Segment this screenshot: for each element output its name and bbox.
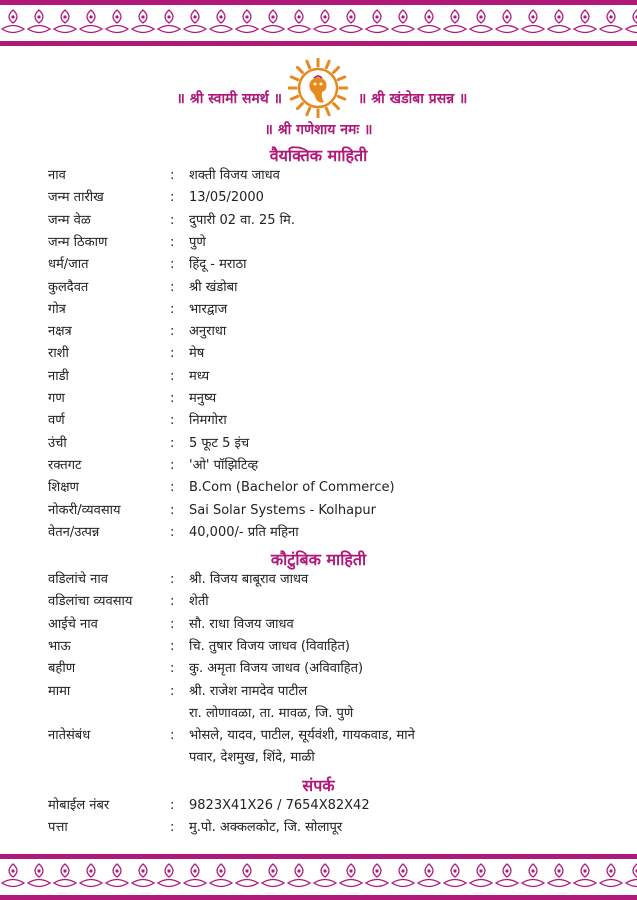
border-dot — [11, 15, 14, 18]
detail-row — [48, 591, 608, 613]
detail-value: शक्ती विजय जाधव — [189, 168, 280, 183]
border-motif — [522, 864, 544, 887]
border-dot — [63, 869, 66, 872]
border-motif — [314, 10, 336, 33]
border-motif — [184, 10, 206, 33]
border-motif — [340, 864, 362, 887]
detail-value: दुपारी 02 वा. 25 मि. — [189, 212, 295, 228]
border-motif — [470, 10, 492, 33]
detail-colon: : — [170, 820, 175, 836]
sun-ray — [326, 61, 329, 67]
border-dot — [297, 15, 300, 18]
border-motif — [80, 10, 102, 33]
sun-ray — [297, 67, 302, 72]
border-dot — [479, 869, 482, 872]
invocation-header — [0, 56, 637, 116]
detail-value: Sai Solar Systems - Kolhapur — [189, 502, 376, 518]
border-dot — [37, 869, 40, 872]
detail-value: मध्य — [189, 368, 210, 384]
detail-row — [48, 747, 608, 769]
detail-colon: : — [170, 391, 175, 406]
detail-label: जन्म तारीख — [48, 190, 104, 206]
detail-colon: : — [170, 661, 175, 677]
detail-colon: : — [170, 524, 175, 540]
sun-ray — [307, 61, 310, 67]
border-motif — [600, 864, 622, 887]
detail-row — [48, 614, 608, 636]
detail-colon: : — [170, 168, 175, 183]
detail-label: भाऊ — [48, 638, 71, 654]
detail-colon: : — [170, 301, 175, 317]
border-motif — [548, 10, 570, 33]
detail-label: वडिलांचा व्यवसाय — [48, 594, 133, 610]
detail-colon: : — [170, 413, 175, 429]
bottom-border-pattern — [0, 854, 637, 900]
border-motif — [522, 10, 544, 33]
detail-colon: : — [170, 212, 175, 228]
border-motif — [288, 10, 310, 33]
border-dot — [323, 15, 326, 18]
detail-label: नोकरी/व्यवसाय — [48, 502, 121, 518]
border-dot — [63, 15, 66, 18]
border-dot — [453, 869, 456, 872]
detail-label: वडिलांचे नाव — [48, 572, 108, 587]
detail-row — [48, 817, 608, 839]
border-dot — [193, 869, 196, 872]
border-motif — [470, 864, 492, 887]
detail-colon: : — [170, 190, 175, 206]
border-motif — [28, 10, 50, 33]
border-motif — [496, 864, 518, 887]
border-dot — [37, 15, 40, 18]
border-motif — [314, 864, 336, 887]
detail-row — [48, 388, 608, 410]
border-dot — [505, 15, 508, 18]
border-dot — [427, 15, 430, 18]
top-border-pattern — [0, 0, 637, 46]
detail-value: भोसले, यादव, पाटील, सूर्यवंशी, गायकवाड, माने — [189, 728, 415, 744]
detail-row — [48, 299, 608, 321]
ganeshaya-line: ॥ श्री गणेशाय नमः ॥ — [264, 122, 373, 138]
border-dot — [375, 869, 378, 872]
detail-value: शेती — [189, 594, 209, 610]
border-dot — [349, 869, 352, 872]
border-dot — [271, 15, 274, 18]
sun-ray — [307, 108, 310, 114]
detail-label: गण — [48, 391, 65, 406]
invocation-right: ॥ श्री खंडोबा प्रसन्न ॥ — [358, 91, 468, 107]
detail-value: श्री. राजेश नामदेव पाटील — [189, 683, 308, 699]
border-motif — [54, 10, 76, 33]
detail-label: नातेसंबंध — [48, 728, 91, 744]
ganesh-icon — [288, 58, 348, 118]
border-dot — [557, 15, 560, 18]
border-dot — [323, 869, 326, 872]
detail-value: अनुराधा — [189, 324, 227, 340]
detail-label: मोबाईल नंबर — [48, 798, 110, 813]
border-motif — [184, 864, 206, 887]
border-motif — [132, 10, 154, 33]
detail-colon: : — [170, 368, 175, 384]
border-motif — [366, 864, 388, 887]
detail-label: वेतन/उत्पन्न — [48, 524, 100, 540]
detail-value: 40,000/- प्रति महिना — [189, 524, 299, 540]
border-dot — [193, 15, 196, 18]
detail-row — [48, 366, 608, 388]
border-dot — [375, 15, 378, 18]
border-motif — [340, 10, 362, 33]
border-dot — [115, 15, 118, 18]
detail-value: पुणे — [189, 234, 206, 250]
border-motif — [418, 864, 440, 887]
border-motif — [236, 864, 258, 887]
border-motif — [262, 864, 284, 887]
detail-colon: : — [170, 502, 175, 518]
border-dot — [245, 15, 248, 18]
border-motif — [496, 10, 518, 33]
border-motif — [2, 864, 24, 887]
border-dot — [531, 869, 534, 872]
border-motif — [444, 10, 466, 33]
border-motif — [210, 864, 232, 887]
sun-ray — [297, 104, 302, 109]
detail-value: श्री. विजय बाबूराव जाधव — [189, 572, 309, 587]
detail-label: उंची — [48, 435, 67, 451]
border-motif — [262, 10, 284, 33]
detail-row — [48, 410, 608, 432]
border-motif — [600, 10, 622, 33]
detail-colon: : — [170, 480, 175, 496]
border-dot — [349, 15, 352, 18]
sun-ray — [291, 96, 297, 99]
detail-row — [48, 433, 608, 455]
personal-heading: वैयक्तिक माहिती — [269, 146, 368, 165]
detail-value: 13/05/2000 — [189, 190, 264, 206]
border-dot — [141, 15, 144, 18]
border-dot — [609, 15, 612, 18]
detail-label: मामा — [48, 683, 71, 699]
detail-colon: : — [170, 324, 175, 340]
detail-label: पत्ता — [48, 820, 68, 836]
border-motif — [106, 864, 128, 887]
detail-colon: : — [170, 346, 175, 362]
detail-colon: : — [170, 279, 175, 295]
detail-row — [48, 455, 608, 477]
detail-value: भारद्वाज — [189, 301, 228, 317]
family-heading: कौटुंबिक माहिती — [270, 550, 367, 569]
detail-row — [48, 232, 608, 254]
border-dot — [11, 869, 14, 872]
detail-label: गोत्र — [48, 301, 66, 317]
detail-colon: : — [170, 435, 175, 451]
border-dot — [453, 15, 456, 18]
border-dot — [167, 869, 170, 872]
detail-value: B.Com (Bachelor of Commerce) — [189, 480, 395, 496]
detail-row — [48, 321, 608, 343]
detail-row — [48, 254, 608, 276]
detail-colon: : — [170, 728, 175, 744]
detail-value: चि. तुषार विजय जाधव (विवाहित) — [189, 638, 350, 654]
detail-value: मु.पो. अक्कलकोट, जि. सोलापूर — [189, 820, 343, 836]
detail-label: नक्षत्र — [48, 324, 72, 340]
detail-row — [48, 636, 608, 658]
sun-ray — [338, 77, 344, 80]
sun-ray — [291, 77, 297, 80]
border-motif — [2, 10, 24, 33]
detail-value: 5 फूट 5 इंच — [189, 435, 250, 451]
border-dot — [89, 869, 92, 872]
detail-row — [48, 500, 608, 522]
border-motif — [574, 10, 596, 33]
border-motif — [54, 864, 76, 887]
border-pattern-icon — [0, 854, 637, 900]
border-dot — [609, 869, 612, 872]
border-motif — [28, 864, 50, 887]
border-motif — [210, 10, 232, 33]
border-dot — [401, 869, 404, 872]
detail-label: वर्ण — [48, 413, 65, 429]
detail-label: आईचे नाव — [48, 616, 98, 632]
detail-label: कुलदैवत — [48, 279, 89, 295]
border-dot — [505, 869, 508, 872]
detail-row — [48, 681, 608, 703]
border-motif — [106, 10, 128, 33]
border-dot — [557, 869, 560, 872]
detail-row — [48, 569, 608, 591]
border-motif — [444, 864, 466, 887]
detail-value: 'ओ' पॉझिटिव्ह — [189, 457, 259, 473]
border-dot — [583, 15, 586, 18]
detail-row — [48, 477, 608, 499]
border-motif — [366, 10, 388, 33]
detail-value: रा. लोणावळा, ता. मावळ, जि. पुणे — [189, 705, 354, 721]
border-dot — [245, 869, 248, 872]
detail-row — [48, 343, 608, 365]
border-motif — [80, 864, 102, 887]
border-dot — [219, 869, 222, 872]
border-motif — [626, 864, 637, 887]
contact-heading: संपर्क — [302, 776, 335, 795]
detail-row — [48, 795, 608, 817]
detail-row — [48, 187, 608, 209]
detail-value: मनुष्य — [189, 391, 217, 406]
detail-colon: : — [170, 683, 175, 699]
border-motif — [626, 10, 637, 33]
detail-value: श्री खंडोबा — [189, 279, 238, 295]
border-dot — [531, 15, 534, 18]
detail-colon: : — [170, 594, 175, 610]
detail-label: नाडी — [48, 368, 69, 384]
border-motif — [158, 10, 180, 33]
border-motif — [418, 10, 440, 33]
detail-colon: : — [170, 257, 175, 273]
sun-ray — [334, 67, 339, 72]
sun-ray — [326, 108, 329, 114]
border-motif — [158, 864, 180, 887]
detail-colon: : — [170, 234, 175, 250]
detail-label: जन्म वेळ — [48, 212, 91, 228]
border-motif — [392, 10, 414, 33]
detail-colon: : — [170, 616, 175, 632]
detail-row — [48, 725, 608, 747]
sun-ray — [334, 104, 339, 109]
detail-label: धर्म/जात — [48, 257, 89, 273]
border-dot — [115, 869, 118, 872]
detail-colon: : — [170, 798, 175, 813]
border-dot — [583, 869, 586, 872]
detail-row — [48, 703, 608, 725]
detail-value: सौ. राधा विजय जाधव — [189, 616, 294, 632]
detail-value: हिंदू - मराठा — [189, 257, 247, 273]
border-dot — [297, 869, 300, 872]
border-dot — [141, 869, 144, 872]
detail-row — [48, 522, 608, 544]
border-motif — [132, 864, 154, 887]
detail-label: जन्म ठिकाण — [48, 234, 108, 250]
detail-label: शिक्षण — [48, 480, 79, 496]
detail-row — [48, 658, 608, 680]
detail-colon: : — [170, 638, 175, 654]
border-pattern-icon — [0, 0, 637, 46]
detail-value: पवार, देशमुख, शिंदे, माळी — [189, 750, 315, 766]
detail-value: कु. अमृता विजय जाधव (अविवाहित) — [189, 661, 364, 677]
border-dot — [167, 15, 170, 18]
sun-ray — [338, 96, 344, 99]
invocation-left: ॥ श्री स्वामी समर्थ ॥ — [176, 91, 282, 107]
detail-row — [48, 277, 608, 299]
border-dot — [427, 869, 430, 872]
detail-value: मेष — [189, 346, 205, 362]
border-motif — [236, 10, 258, 33]
detail-colon: : — [170, 457, 175, 473]
detail-label: राशी — [48, 346, 69, 362]
border-motif — [288, 864, 310, 887]
detail-label: बहीण — [48, 661, 76, 677]
border-motif — [574, 864, 596, 887]
detail-value: निमगोरा — [189, 413, 227, 429]
border-dot — [89, 15, 92, 18]
border-dot — [401, 15, 404, 18]
detail-row — [48, 210, 608, 232]
border-dot — [479, 15, 482, 18]
detail-colon: : — [170, 572, 175, 587]
border-dot — [219, 15, 222, 18]
detail-value: 9823X41X26 / 7654X82X42 — [189, 798, 370, 813]
border-dot — [271, 869, 274, 872]
border-motif — [548, 864, 570, 887]
border-motif — [392, 864, 414, 887]
detail-label: रक्तगट — [48, 457, 82, 473]
detail-row — [48, 165, 608, 187]
detail-label: नाव — [48, 168, 66, 183]
